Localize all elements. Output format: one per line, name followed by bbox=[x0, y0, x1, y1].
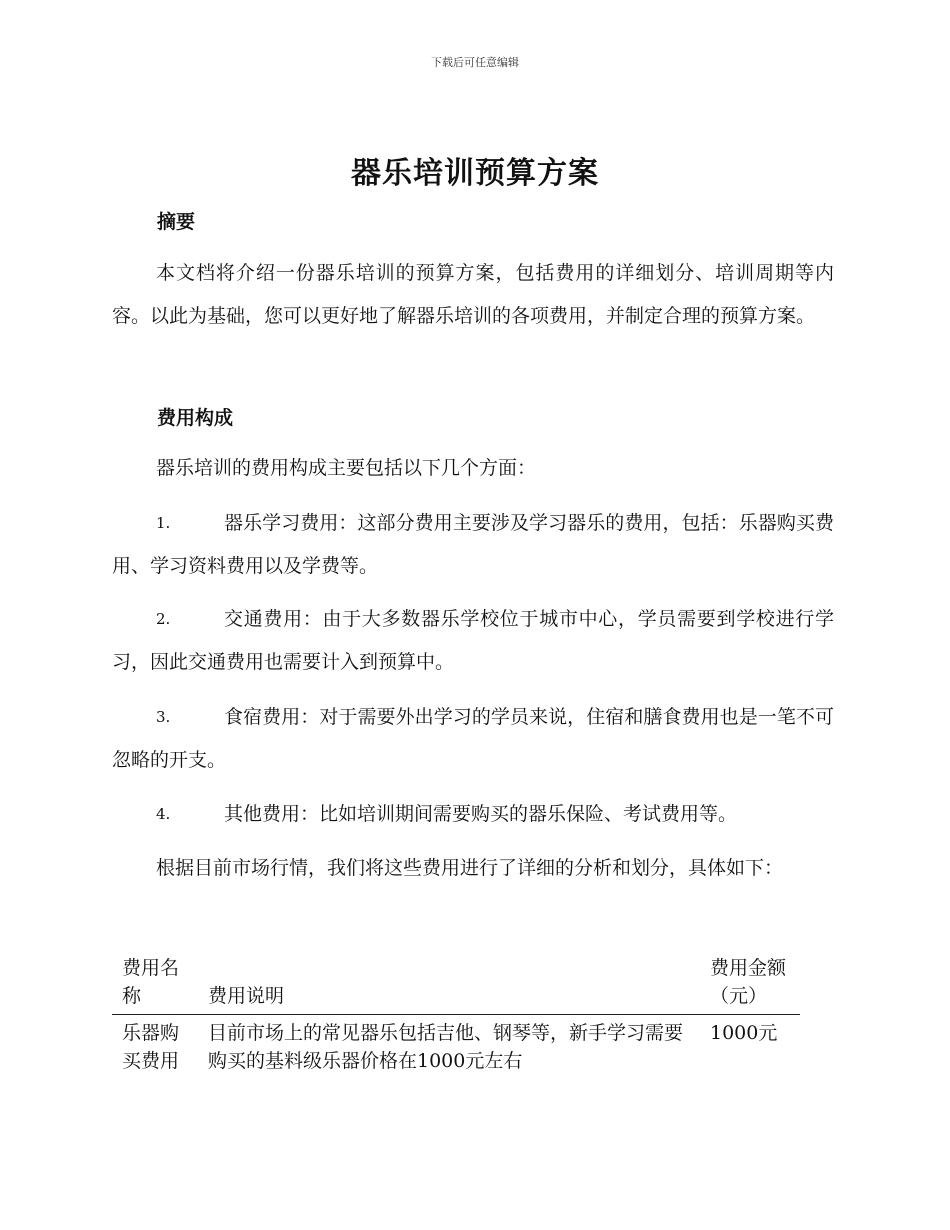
abstract-heading: 摘要 bbox=[157, 211, 196, 233]
list-item-number: 3. bbox=[156, 708, 171, 726]
column-header-name: 费用名称 bbox=[112, 952, 198, 1015]
list-item bbox=[112, 598, 834, 684]
table-row bbox=[112, 1015, 800, 1078]
list-item-text: 其他费用：比如培训期间需要购买的器乐保险、考试费用等。 bbox=[224, 803, 738, 825]
analysis-paragraph: 根据目前市场行情，我们将这些费用进行了详细的分析和划分，具体如下： bbox=[156, 857, 784, 879]
list-item-number: 4. bbox=[156, 805, 171, 823]
page-header: 下载后可任意编辑 bbox=[431, 56, 519, 69]
document-title: 器乐培训预算方案 bbox=[351, 156, 599, 191]
list-item-text: 食宿费用：对于需要外出学习的学员来说，住宿和膳食费用也是一笔不可忽略的开支。 bbox=[112, 706, 834, 771]
list-item bbox=[112, 793, 834, 836]
cell-description: 目前市场上的常见器乐包括吉他、钢琴等，新手学习需要购买的基料级乐器价格在1000元左右 bbox=[208, 1022, 684, 1072]
list-item-text: 交通费用：由于大多数器乐学校位于城市中心，学员需要到学校进行学习，因此交通费用也需要计入到预算中。 bbox=[112, 608, 834, 673]
column-header-amount: 费用金额（元） bbox=[700, 952, 800, 1015]
cost-table bbox=[112, 952, 800, 1077]
cell-name: 乐器购买费用 bbox=[122, 1022, 180, 1072]
list-item bbox=[112, 502, 834, 588]
table-header-row bbox=[112, 952, 800, 1015]
cell-amount: 1000元 bbox=[710, 1022, 778, 1044]
column-header-description: 费用说明 bbox=[198, 952, 700, 1015]
cost-composition-heading: 费用构成 bbox=[157, 407, 234, 429]
list-item-number: 1. bbox=[156, 514, 171, 532]
list-item bbox=[112, 696, 834, 782]
list-item-number: 2. bbox=[156, 610, 171, 628]
cost-intro-paragraph: 器乐培训的费用构成主要包括以下几个方面： bbox=[156, 457, 537, 479]
list-item-text: 器乐学习费用：这部分费用主要涉及学习器乐的费用，包括：乐器购买费用、学习资料费用以及学费等。 bbox=[112, 512, 834, 577]
abstract-paragraph: 本文档将介绍一份器乐培训的预算方案，包括费用的详细划分、培训周期等内容。以此为基础，您可以更好地了解器乐培训的各项费用，并制定合理的预算方案。 bbox=[112, 262, 834, 327]
